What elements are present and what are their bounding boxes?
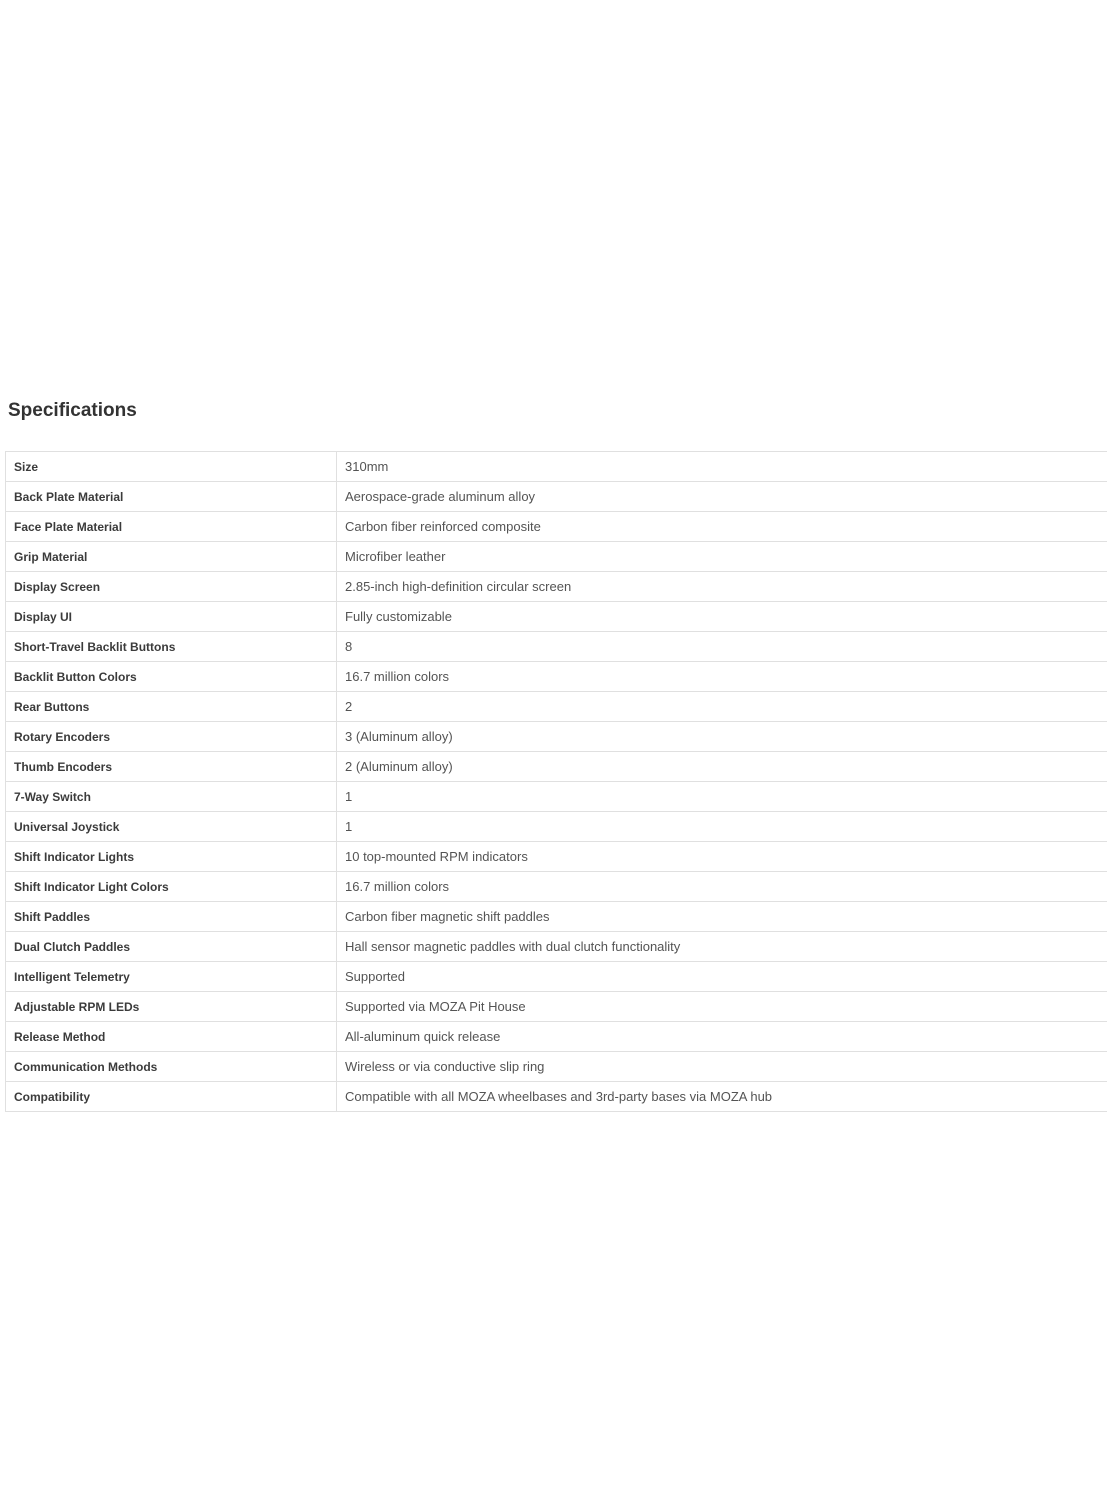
spec-label: Short-Travel Backlit Buttons bbox=[6, 632, 337, 662]
spec-label: Adjustable RPM LEDs bbox=[6, 992, 337, 1022]
specifications-table-wrap bbox=[5, 451, 1107, 1112]
spec-label: Backlit Button Colors bbox=[6, 662, 337, 692]
spec-row bbox=[6, 512, 1107, 542]
spec-label: Communication Methods bbox=[6, 1052, 337, 1082]
spec-row bbox=[6, 1022, 1107, 1052]
spec-row bbox=[6, 962, 1107, 992]
spec-value: 3 (Aluminum alloy) bbox=[337, 722, 1107, 752]
spec-label: Shift Indicator Lights bbox=[6, 842, 337, 872]
spec-value: 10 top-mounted RPM indicators bbox=[337, 842, 1107, 872]
spec-row bbox=[6, 812, 1107, 842]
spec-label: Display UI bbox=[6, 602, 337, 632]
spec-label: Grip Material bbox=[6, 542, 337, 572]
spec-value: Compatible with all MOZA wheelbases and 3rd-party bases via MOZA hub bbox=[337, 1082, 1107, 1112]
spec-row bbox=[6, 1082, 1107, 1112]
spec-row bbox=[6, 902, 1107, 932]
spec-label: Intelligent Telemetry bbox=[6, 962, 337, 992]
section-title: Specifications bbox=[8, 400, 137, 421]
spec-label: Rear Buttons bbox=[6, 692, 337, 722]
spec-value: Supported bbox=[337, 962, 1107, 992]
specifications-table bbox=[5, 451, 1107, 1112]
spec-row bbox=[6, 542, 1107, 572]
spec-label: Compatibility bbox=[6, 1082, 337, 1112]
spec-value: 1 bbox=[337, 782, 1107, 812]
spec-label: Release Method bbox=[6, 1022, 337, 1052]
spec-row bbox=[6, 662, 1107, 692]
spec-row bbox=[6, 782, 1107, 812]
spec-row bbox=[6, 482, 1107, 512]
spec-label: Shift Paddles bbox=[6, 902, 337, 932]
spec-value: 1 bbox=[337, 812, 1107, 842]
spec-row bbox=[6, 692, 1107, 722]
spec-row bbox=[6, 872, 1107, 902]
spec-row bbox=[6, 1052, 1107, 1082]
spec-value: 16.7 million colors bbox=[337, 872, 1107, 902]
specs-table-body bbox=[6, 452, 1107, 1112]
spec-label: Thumb Encoders bbox=[6, 752, 337, 782]
spec-value: Microfiber leather bbox=[337, 542, 1107, 572]
spec-value: 310mm bbox=[337, 452, 1107, 482]
spec-label: Dual Clutch Paddles bbox=[6, 932, 337, 962]
spec-value: Carbon fiber reinforced composite bbox=[337, 512, 1107, 542]
spec-row bbox=[6, 752, 1107, 782]
spec-label: Rotary Encoders bbox=[6, 722, 337, 752]
spec-value: Supported via MOZA Pit House bbox=[337, 992, 1107, 1022]
spec-label: 7-Way Switch bbox=[6, 782, 337, 812]
spec-label: Face Plate Material bbox=[6, 512, 337, 542]
spec-row bbox=[6, 842, 1107, 872]
spec-label: Universal Joystick bbox=[6, 812, 337, 842]
spec-label: Back Plate Material bbox=[6, 482, 337, 512]
spec-label: Display Screen bbox=[6, 572, 337, 602]
spec-value: Hall sensor magnetic paddles with dual clutch functionality bbox=[337, 932, 1107, 962]
spec-row bbox=[6, 932, 1107, 962]
spec-value: 2 bbox=[337, 692, 1107, 722]
spec-value: 16.7 million colors bbox=[337, 662, 1107, 692]
spec-value: All-aluminum quick release bbox=[337, 1022, 1107, 1052]
spec-value: Fully customizable bbox=[337, 602, 1107, 632]
spec-label: Shift Indicator Light Colors bbox=[6, 872, 337, 902]
spec-row bbox=[6, 722, 1107, 752]
spec-value: Carbon fiber magnetic shift paddles bbox=[337, 902, 1107, 932]
spec-value: 8 bbox=[337, 632, 1107, 662]
spec-row bbox=[6, 452, 1107, 482]
spec-value: 2 (Aluminum alloy) bbox=[337, 752, 1107, 782]
spec-row bbox=[6, 572, 1107, 602]
spec-value: Wireless or via conductive slip ring bbox=[337, 1052, 1107, 1082]
spec-row bbox=[6, 992, 1107, 1022]
spec-value: 2.85-inch high-definition circular screen bbox=[337, 572, 1107, 602]
spec-value: Aerospace-grade aluminum alloy bbox=[337, 482, 1107, 512]
spec-row bbox=[6, 602, 1107, 632]
spec-label: Size bbox=[6, 452, 337, 482]
spec-row bbox=[6, 632, 1107, 662]
